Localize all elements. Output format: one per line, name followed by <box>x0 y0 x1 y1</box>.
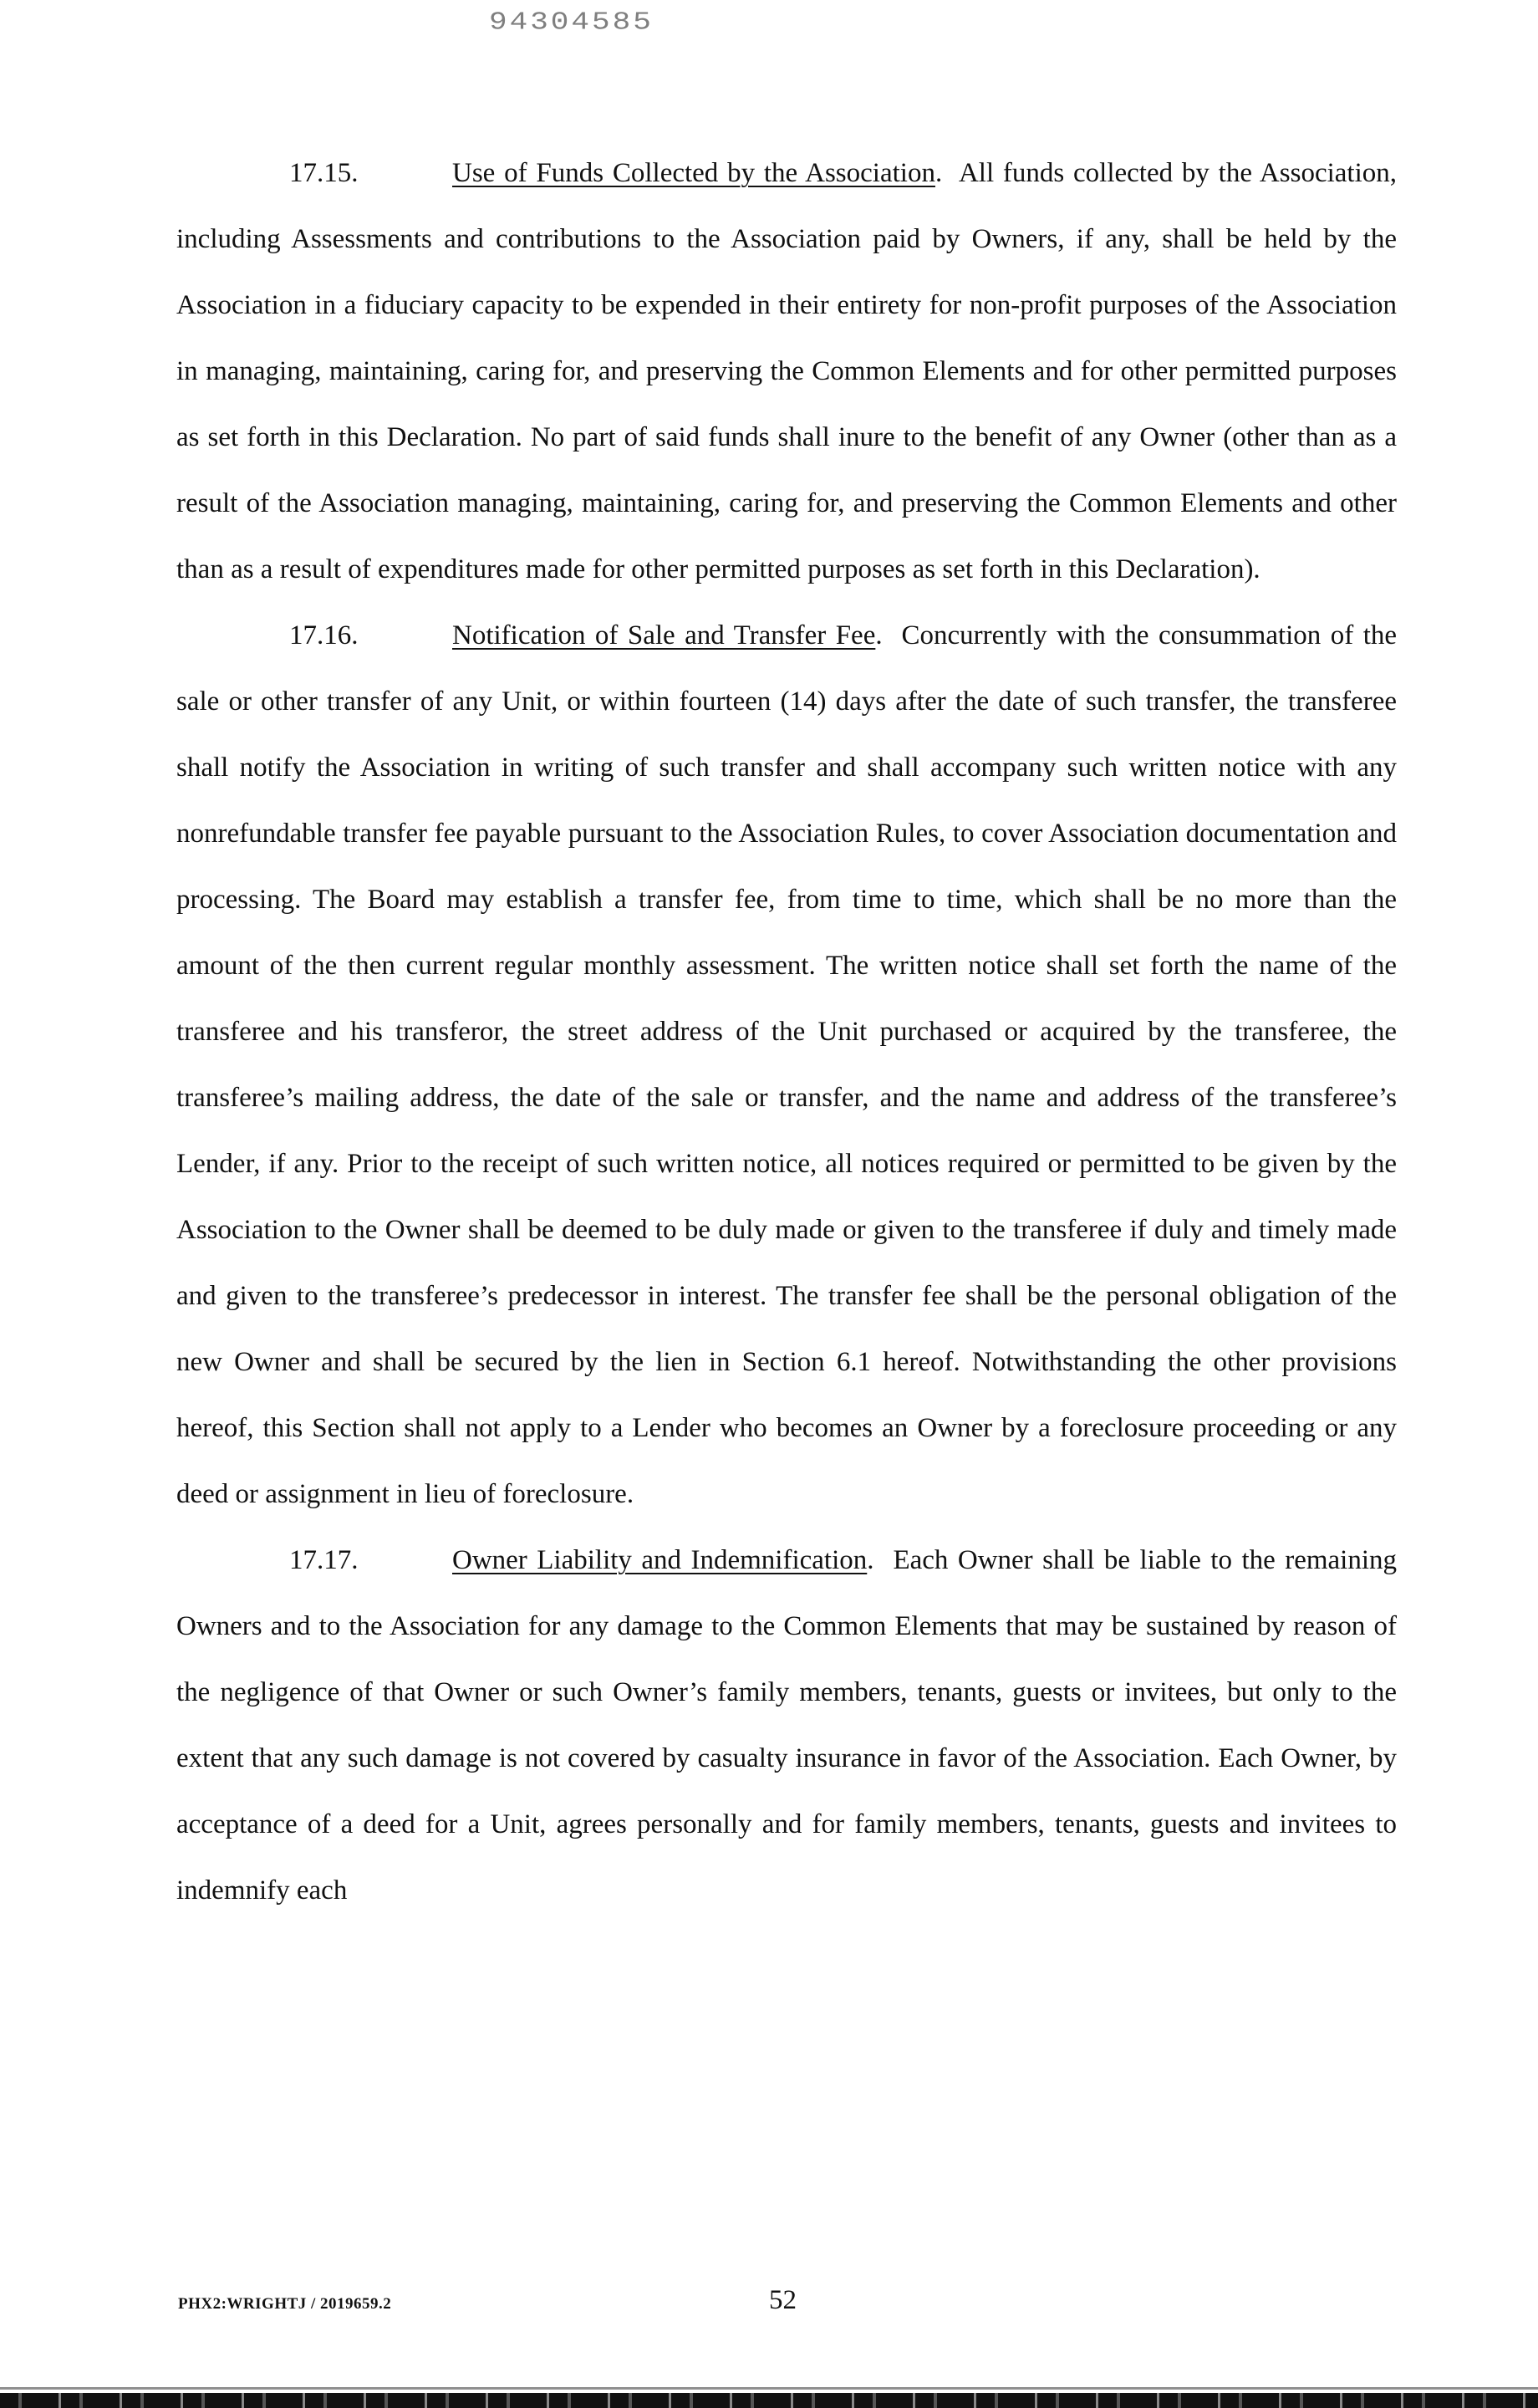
section-17-16: 17.16. Notification of Sale and Transfer Fee. Concurrently with the consummation of the sale or other transfer of any Unit, or within fourteen (14) days after the date of such transfer, the transferee shall notify the Association in writing of such transfer and shall accompany such written notice with any nonrefundable transfer fee payable pursuant to the Association Rules, to cover Association documentation and processing. The Board may establish a transfer fee, from time to time, which shall be no more than the amount of the then current regular monthly assessment. The written notice shall set forth the name of the transferee and his transferor, the street address of the Unit purchased or acquired by the transferee, the transferee’s mailing address, the date of the sale or transfer, and the name and address of the transferee’s Lender, if any. Prior to the receipt of such written notice, all notices required or permitted to be given by the Association to the Owner shall be deemed to be duly made or given to the transferee if duly and timely made and given to the transferee’s predecessor in interest. The transfer fee shall be the personal obligation of the new Owner and shall be secured by the lien in Section 6.1 hereof. Notwithstanding the other provisions hereof, this Section shall not apply to a Lender who becomes an Owner by a foreclosure proceeding or any deed or assignment in lieu of foreclosure. <box>176 603 1397 1528</box>
section-17-17: 17.17. Owner Liability and Indemnification. Each Owner shall be liable to the remaining Owners and to the Association for any damage to the Common Elements that may be sustained by reason of the negligence of that Owner or such Owner’s family members, tenants, guests or invitees, but only to the extent that any such damage is not covered by casualty insurance in favor of the Association. Each Owner, by acceptance of a deed for a Unit, agrees personally and for family members, tenants, guests and invitees to indemnify each <box>176 1528 1397 1924</box>
scan-edge-border <box>0 2393 1538 2408</box>
page-number: 52 <box>769 2285 797 2315</box>
footer-document-id: PHX2:WRIGHTJ / 2019659.2 <box>178 2295 392 2313</box>
section-number: 17.15. <box>289 158 359 188</box>
section-number: 17.17. <box>289 1545 359 1575</box>
section-number: 17.16. <box>289 620 359 650</box>
section-title: Owner Liability and Indemnification <box>452 1545 868 1575</box>
section-title: Notification of Sale and Transfer Fee <box>452 620 876 650</box>
section-17-15: 17.15. Use of Funds Collected by the Association. All funds collected by the Association, including Assessments and contributions to the Association paid by Owners, if any, shall be held by the Association in a fiduciary capacity to be expended in their entirety for non-profit purposes of the Association in managing, maintaining, caring for, and preserving the Common Elements and for other permitted purposes as set forth in this Declaration. No part of said funds shall inure to the benefit of any Owner (other than as a result of the Association managing, maintaining, caring for, and preserving the Common Elements and other than as a result of expenditures made for other permitted purposes as set forth in this Declaration). <box>176 140 1397 603</box>
section-body: Concurrently with the consummation of the sale or other transfer of any Unit, or within fourteen (14) days after the date of such transfer, the transferee shall notify the Association in writing of such transfer and shall accompany such written notice with any nonrefundable transfer fee payable pursuant to the Association Rules, to cover Association documentation and processing. The Board may establish a transfer fee, from time to time, which shall be no more than the amount of the then current regular monthly assessment. The written notice shall set forth the name of the transferee and his transferor, the street address of the Unit purchased or acquired by the transferee, the transferee’s mailing address, the date of the sale or transfer, and the name and address of the transferee’s Lender, if any. Prior to the receipt of such written notice, all notices required or permitted to be given by the Association to the Owner shall be deemed to be duly made or given to the transferee if duly and timely made and given to the transferee’s predecessor in interest. The transfer fee shall be the personal obligation of the new Owner and shall be secured by the lien in Section 6.1 hereof. Notwithstanding the other provisions hereof, this Section shall not apply to a Lender who becomes an Owner by a foreclosure proceeding or any deed or assignment in lieu of foreclosure. <box>176 620 1398 1509</box>
document-stamp: 94304585 <box>489 8 654 37</box>
document-body <box>176 140 1397 1924</box>
scan-artifact-line <box>0 2387 1538 2390</box>
section-body: Each Owner shall be liable to the remaining Owners and to the Association for any damage to the Common Elements that may be sustained by reason of the negligence of that Owner or such Owner’s family members, tenants, guests or invitees, but only to the extent that any such damage is not covered by casualty insurance in favor of the Association. Each Owner, by acceptance of a deed for a Unit, agrees personally and for family members, tenants, guests and invitees to indemnify each <box>176 1545 1398 1905</box>
section-title: Use of Funds Collected by the Association <box>452 158 935 188</box>
section-body: All funds collected by the Association, including Assessments and contributions to the Association paid by Owners, if any, shall be held by the Association in a fiduciary capacity to be expended in their entirety for non-profit purposes of the Association in managing, maintaining, caring for, and preserving the Common Elements and for other permitted purposes as set forth in this Declaration. No part of said funds shall inure to the benefit of any Owner (other than as a result of the Association managing, maintaining, caring for, and preserving the Common Elements and other than as a result of expenditures made for other permitted purposes as set forth in this Declaration). <box>176 158 1398 584</box>
